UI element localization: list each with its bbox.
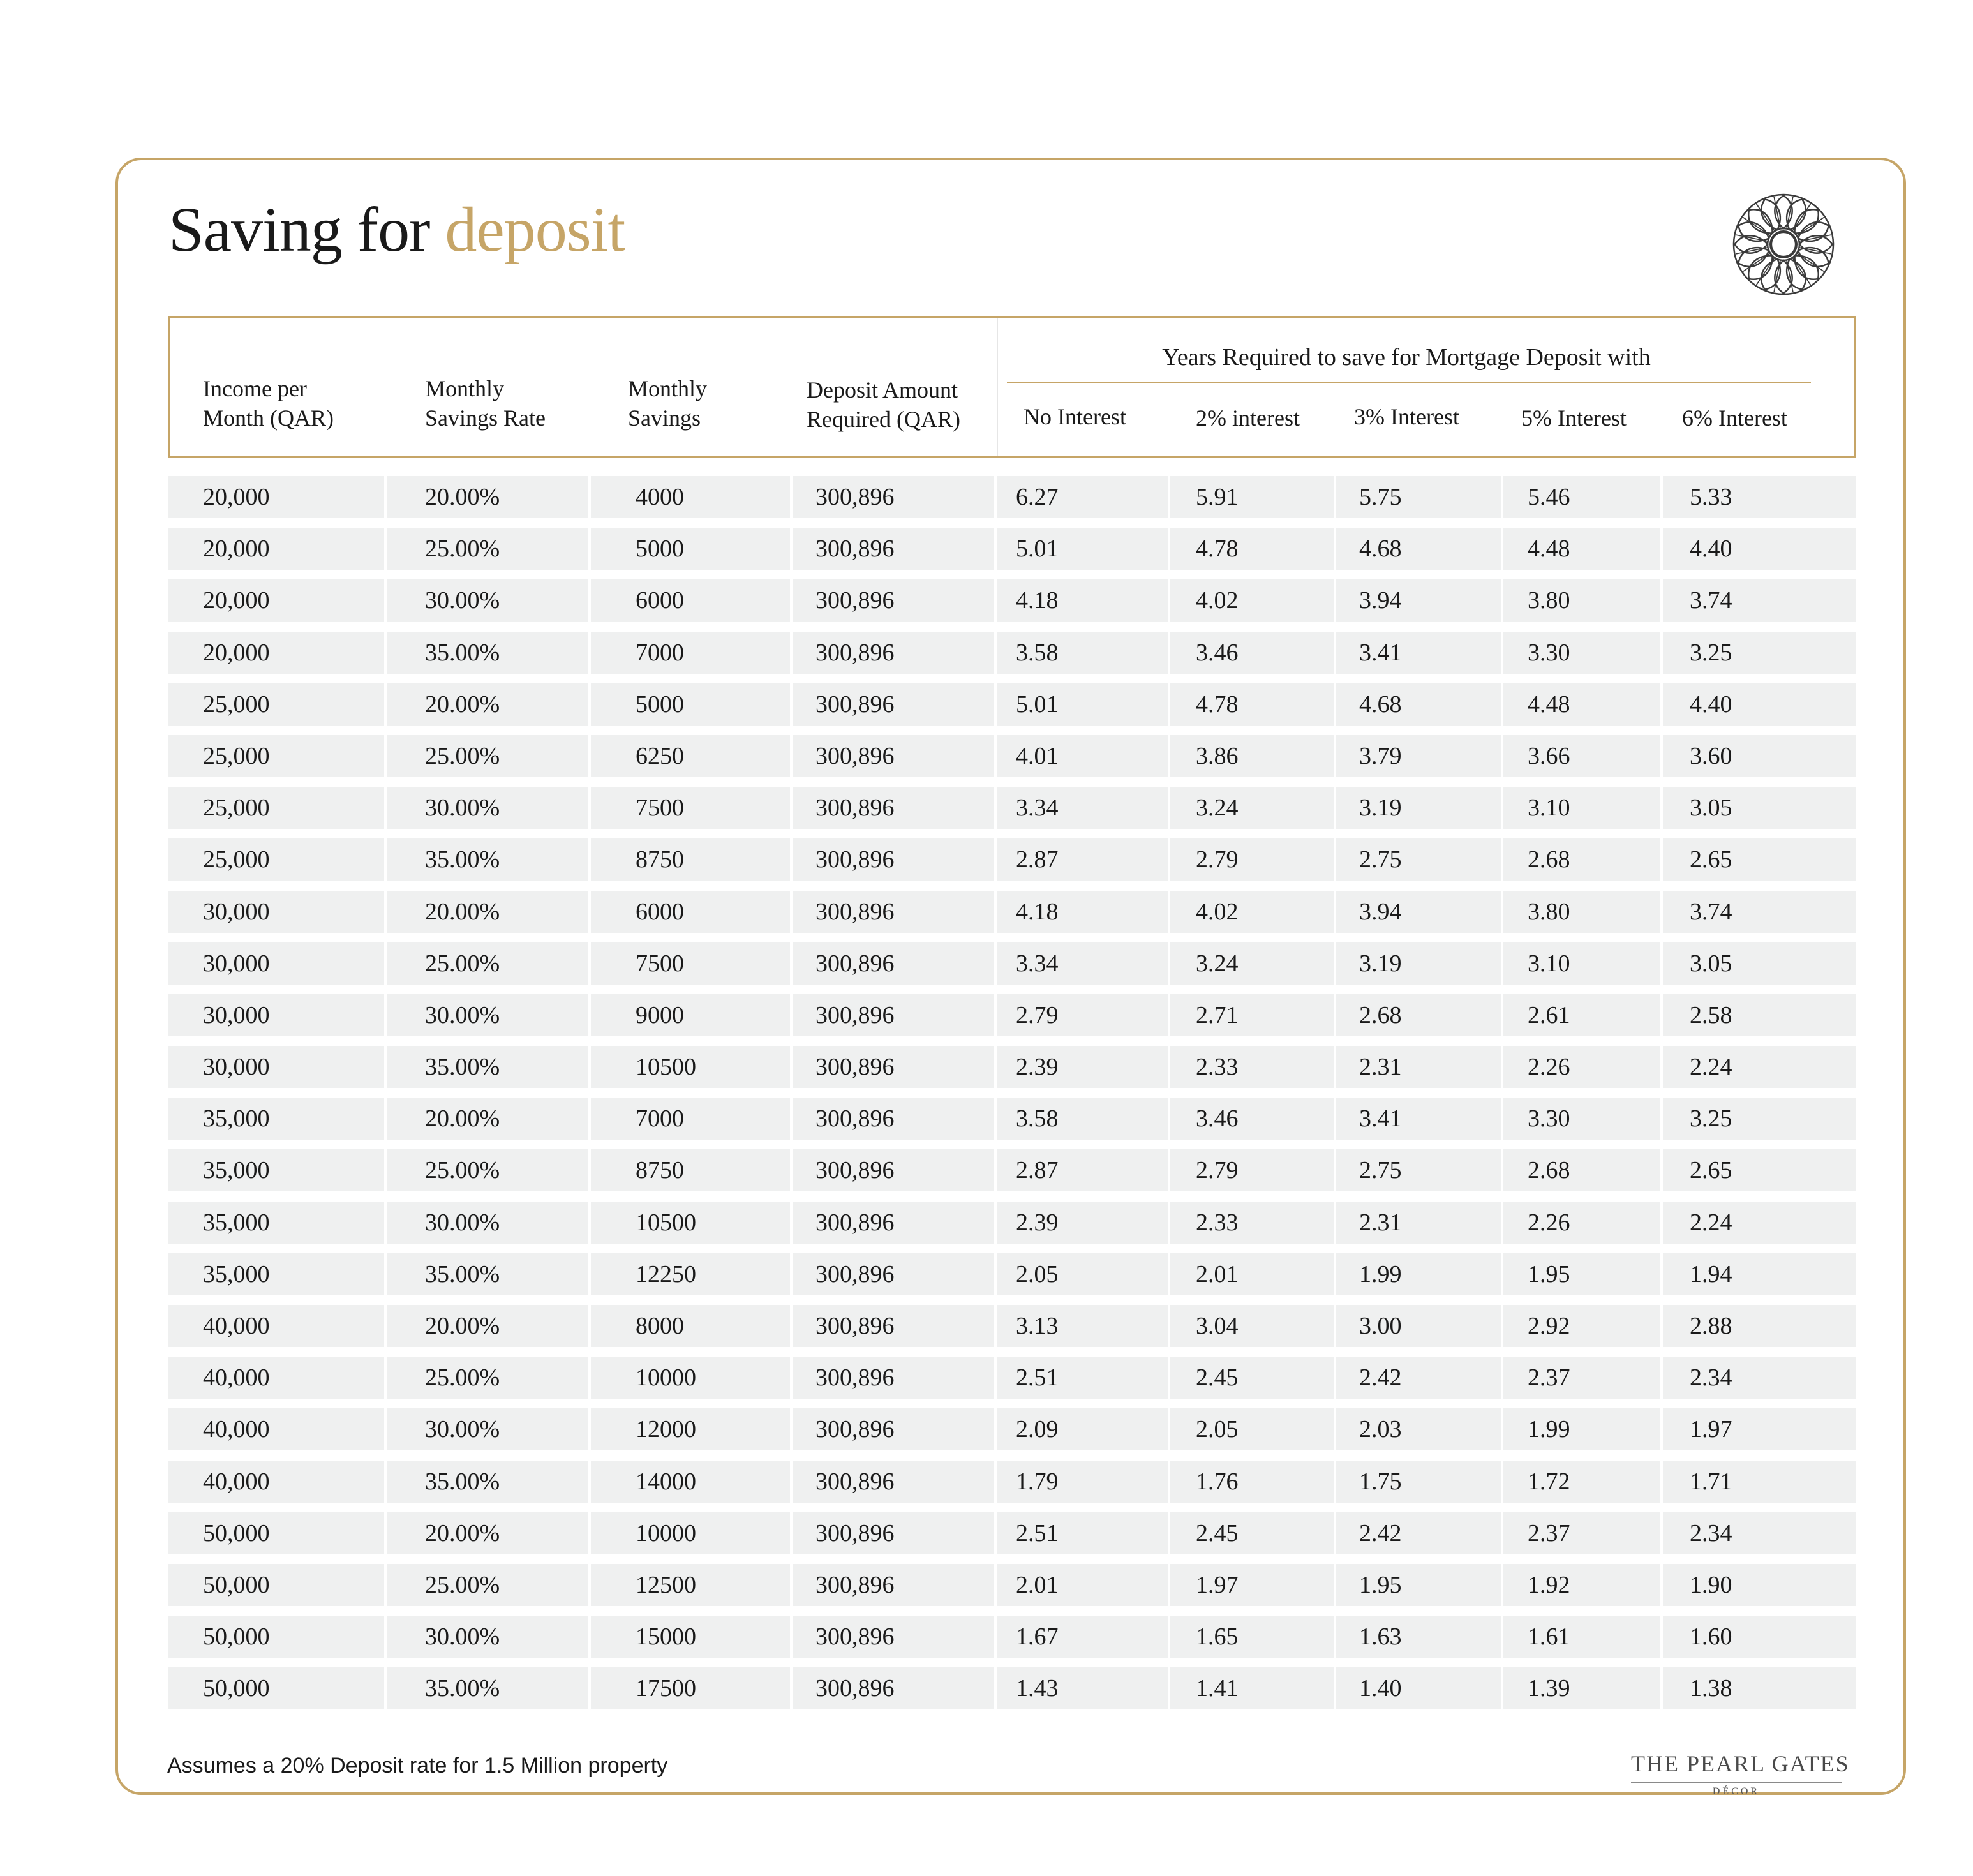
cell-deposit-amount: 300,896 xyxy=(793,787,994,829)
cell-no-interest: 1.79 xyxy=(997,1461,1168,1503)
table-row xyxy=(168,579,1856,622)
table-row xyxy=(168,1564,1856,1606)
cell-no-interest: 2.51 xyxy=(997,1512,1168,1554)
cell-5pct-interest: 2.26 xyxy=(1503,1046,1660,1088)
cell-income: 30,000 xyxy=(168,942,384,985)
table-row xyxy=(168,1408,1856,1450)
cell-no-interest: 3.58 xyxy=(997,1098,1168,1140)
brand-logo xyxy=(1631,1750,1850,1798)
cell-monthly-savings: 10000 xyxy=(591,1357,790,1399)
cell-6pct-interest: 2.24 xyxy=(1663,1202,1856,1244)
cell-savings-rate: 30.00% xyxy=(387,994,588,1036)
table-row xyxy=(168,528,1856,570)
cell-no-interest: 3.13 xyxy=(997,1305,1168,1347)
cell-5pct-interest: 1.39 xyxy=(1503,1667,1660,1709)
cell-no-interest: 4.18 xyxy=(997,579,1168,622)
cell-deposit-amount: 300,896 xyxy=(793,942,994,985)
cell-income: 20,000 xyxy=(168,528,384,570)
cell-6pct-interest: 1.97 xyxy=(1663,1408,1856,1450)
cell-6pct-interest: 2.58 xyxy=(1663,994,1856,1036)
cell-no-interest: 4.18 xyxy=(997,891,1168,933)
cell-monthly-savings: 7000 xyxy=(591,1098,790,1140)
cell-savings-rate: 30.00% xyxy=(387,787,588,829)
cell-savings-rate: 20.00% xyxy=(387,1305,588,1347)
cell-income: 20,000 xyxy=(168,579,384,622)
cell-5pct-interest: 1.99 xyxy=(1503,1408,1660,1450)
cell-5pct-interest: 1.72 xyxy=(1503,1461,1660,1503)
header-deposit-amount: Deposit Amount Required (QAR) xyxy=(807,377,960,432)
cell-2pct-interest: 3.46 xyxy=(1170,1098,1334,1140)
cell-savings-rate: 25.00% xyxy=(387,1564,588,1606)
table-row xyxy=(168,1512,1856,1554)
cell-5pct-interest: 3.30 xyxy=(1503,632,1660,674)
cell-savings-rate: 25.00% xyxy=(387,735,588,777)
cell-3pct-interest: 2.75 xyxy=(1336,838,1501,881)
cell-no-interest: 5.01 xyxy=(997,683,1168,726)
cell-2pct-interest: 2.01 xyxy=(1170,1253,1334,1295)
cell-deposit-amount: 300,896 xyxy=(793,528,994,570)
cell-5pct-interest: 3.80 xyxy=(1503,891,1660,933)
cell-3pct-interest: 5.75 xyxy=(1336,476,1501,518)
table-header xyxy=(168,316,1856,458)
cell-monthly-savings: 10000 xyxy=(591,1512,790,1554)
cell-monthly-savings: 12250 xyxy=(591,1253,790,1295)
table-row xyxy=(168,1461,1856,1503)
title-accent: deposit xyxy=(445,194,625,265)
header-income: Income per Month (QAR) xyxy=(203,376,334,431)
cell-3pct-interest: 2.31 xyxy=(1336,1202,1501,1244)
cell-no-interest: 3.34 xyxy=(997,787,1168,829)
cell-savings-rate: 30.00% xyxy=(387,1408,588,1450)
table-body xyxy=(168,476,1856,1720)
cell-2pct-interest: 3.86 xyxy=(1170,735,1334,777)
cell-3pct-interest: 3.00 xyxy=(1336,1305,1501,1347)
cell-monthly-savings: 5000 xyxy=(591,528,790,570)
cell-monthly-savings: 12500 xyxy=(591,1564,790,1606)
cell-income: 50,000 xyxy=(168,1564,384,1606)
cell-6pct-interest: 4.40 xyxy=(1663,683,1856,726)
cell-no-interest: 1.67 xyxy=(997,1616,1168,1658)
cell-monthly-savings: 15000 xyxy=(591,1616,790,1658)
table-row xyxy=(168,1046,1856,1088)
cell-no-interest: 2.87 xyxy=(997,1149,1168,1191)
cell-deposit-amount: 300,896 xyxy=(793,1305,994,1347)
cell-3pct-interest: 3.19 xyxy=(1336,942,1501,985)
cell-deposit-amount: 300,896 xyxy=(793,632,994,674)
cell-2pct-interest: 1.65 xyxy=(1170,1616,1334,1658)
cell-5pct-interest: 2.37 xyxy=(1503,1512,1660,1554)
header-monthly-savings: Monthly Savings xyxy=(628,376,708,431)
cell-deposit-amount: 300,896 xyxy=(793,1616,994,1658)
cell-5pct-interest: 2.68 xyxy=(1503,838,1660,881)
title-main: Saving for xyxy=(168,194,445,265)
cell-savings-rate: 20.00% xyxy=(387,1512,588,1554)
cell-no-interest: 4.01 xyxy=(997,735,1168,777)
cell-monthly-savings: 5000 xyxy=(591,683,790,726)
cell-6pct-interest: 1.60 xyxy=(1663,1616,1856,1658)
header-6pct-interest: 6% Interest xyxy=(1682,405,1787,431)
cell-2pct-interest: 2.79 xyxy=(1170,838,1334,881)
cell-monthly-savings: 7500 xyxy=(591,942,790,985)
cell-monthly-savings: 12000 xyxy=(591,1408,790,1450)
cell-income: 20,000 xyxy=(168,632,384,674)
header-3pct-interest: 3% Interest xyxy=(1354,404,1459,429)
cell-6pct-interest: 3.05 xyxy=(1663,942,1856,985)
cell-6pct-interest: 3.05 xyxy=(1663,787,1856,829)
header-divider xyxy=(997,318,998,456)
cell-income: 35,000 xyxy=(168,1149,384,1191)
cell-monthly-savings: 6250 xyxy=(591,735,790,777)
cell-income: 30,000 xyxy=(168,1046,384,1088)
cell-3pct-interest: 1.75 xyxy=(1336,1461,1501,1503)
cell-5pct-interest: 3.66 xyxy=(1503,735,1660,777)
cell-no-interest: 2.05 xyxy=(997,1253,1168,1295)
cell-3pct-interest: 2.68 xyxy=(1336,994,1501,1036)
cell-3pct-interest: 2.75 xyxy=(1336,1149,1501,1191)
cell-savings-rate: 25.00% xyxy=(387,1149,588,1191)
cell-3pct-interest: 2.42 xyxy=(1336,1512,1501,1554)
cell-income: 50,000 xyxy=(168,1667,384,1709)
cell-5pct-interest: 2.26 xyxy=(1503,1202,1660,1244)
cell-savings-rate: 30.00% xyxy=(387,1616,588,1658)
cell-monthly-savings: 8000 xyxy=(591,1305,790,1347)
cell-deposit-amount: 300,896 xyxy=(793,1512,994,1554)
cell-5pct-interest: 3.10 xyxy=(1503,787,1660,829)
cell-5pct-interest: 1.61 xyxy=(1503,1616,1660,1658)
header-no-interest: No Interest xyxy=(1024,404,1126,429)
cell-2pct-interest: 4.78 xyxy=(1170,683,1334,726)
cell-deposit-amount: 300,896 xyxy=(793,1408,994,1450)
cell-no-interest: 2.39 xyxy=(997,1202,1168,1244)
cell-5pct-interest: 1.95 xyxy=(1503,1253,1660,1295)
cell-savings-rate: 20.00% xyxy=(387,476,588,518)
table-row xyxy=(168,632,1856,674)
table-row xyxy=(168,994,1856,1036)
cell-5pct-interest: 3.30 xyxy=(1503,1098,1660,1140)
cell-3pct-interest: 3.41 xyxy=(1336,632,1501,674)
cell-deposit-amount: 300,896 xyxy=(793,1149,994,1191)
cell-deposit-amount: 300,896 xyxy=(793,1253,994,1295)
cell-deposit-amount: 300,896 xyxy=(793,1357,994,1399)
cell-2pct-interest: 1.97 xyxy=(1170,1564,1334,1606)
header-savings-rate: Monthly Savings Rate xyxy=(425,376,546,431)
cell-deposit-amount: 300,896 xyxy=(793,1667,994,1709)
cell-6pct-interest: 2.24 xyxy=(1663,1046,1856,1088)
cell-deposit-amount: 300,896 xyxy=(793,579,994,622)
cell-savings-rate: 30.00% xyxy=(387,1202,588,1244)
table-row xyxy=(168,1616,1856,1658)
table-row xyxy=(168,1098,1856,1140)
cell-no-interest: 3.58 xyxy=(997,632,1168,674)
table-row xyxy=(168,1149,1856,1191)
cell-deposit-amount: 300,896 xyxy=(793,838,994,881)
cell-income: 25,000 xyxy=(168,787,384,829)
cell-2pct-interest: 2.45 xyxy=(1170,1512,1334,1554)
header-5pct-interest: 5% Interest xyxy=(1521,405,1627,431)
cell-income: 50,000 xyxy=(168,1512,384,1554)
cell-monthly-savings: 14000 xyxy=(591,1461,790,1503)
cell-deposit-amount: 300,896 xyxy=(793,1461,994,1503)
table-row xyxy=(168,1305,1856,1347)
cell-2pct-interest: 1.76 xyxy=(1170,1461,1334,1503)
cell-no-interest: 2.79 xyxy=(997,994,1168,1036)
cell-6pct-interest: 1.94 xyxy=(1663,1253,1856,1295)
cell-monthly-savings: 7500 xyxy=(591,787,790,829)
cell-6pct-interest: 1.38 xyxy=(1663,1667,1856,1709)
cell-3pct-interest: 3.41 xyxy=(1336,1098,1501,1140)
cell-6pct-interest: 1.71 xyxy=(1663,1461,1856,1503)
cell-2pct-interest: 4.78 xyxy=(1170,528,1334,570)
cell-3pct-interest: 3.94 xyxy=(1336,579,1501,622)
cell-deposit-amount: 300,896 xyxy=(793,476,994,518)
cell-3pct-interest: 2.31 xyxy=(1336,1046,1501,1088)
table-row xyxy=(168,942,1856,985)
cell-savings-rate: 25.00% xyxy=(387,942,588,985)
cell-income: 25,000 xyxy=(168,683,384,726)
cell-monthly-savings: 6000 xyxy=(591,891,790,933)
cell-5pct-interest: 2.61 xyxy=(1503,994,1660,1036)
cell-deposit-amount: 300,896 xyxy=(793,735,994,777)
table-row xyxy=(168,476,1856,518)
table-row xyxy=(168,787,1856,829)
cell-3pct-interest: 4.68 xyxy=(1336,683,1501,726)
cell-6pct-interest: 5.33 xyxy=(1663,476,1856,518)
cell-monthly-savings: 4000 xyxy=(591,476,790,518)
cell-2pct-interest: 3.24 xyxy=(1170,787,1334,829)
cell-no-interest: 2.01 xyxy=(997,1564,1168,1606)
cell-no-interest: 2.51 xyxy=(997,1357,1168,1399)
cell-monthly-savings: 9000 xyxy=(591,994,790,1036)
cell-2pct-interest: 3.04 xyxy=(1170,1305,1334,1347)
cell-6pct-interest: 3.25 xyxy=(1663,1098,1856,1140)
cell-savings-rate: 30.00% xyxy=(387,579,588,622)
cell-income: 40,000 xyxy=(168,1357,384,1399)
cell-no-interest: 2.09 xyxy=(997,1408,1168,1450)
cell-3pct-interest: 1.99 xyxy=(1336,1253,1501,1295)
cell-6pct-interest: 3.60 xyxy=(1663,735,1856,777)
cell-3pct-interest: 1.63 xyxy=(1336,1616,1501,1658)
cell-savings-rate: 35.00% xyxy=(387,632,588,674)
cell-income: 40,000 xyxy=(168,1408,384,1450)
cell-5pct-interest: 2.68 xyxy=(1503,1149,1660,1191)
cell-no-interest: 6.27 xyxy=(997,476,1168,518)
cell-3pct-interest: 1.95 xyxy=(1336,1564,1501,1606)
cell-2pct-interest: 4.02 xyxy=(1170,579,1334,622)
table-row xyxy=(168,735,1856,777)
cell-5pct-interest: 1.92 xyxy=(1503,1564,1660,1606)
cell-savings-rate: 20.00% xyxy=(387,683,588,726)
cell-5pct-interest: 3.10 xyxy=(1503,942,1660,985)
cell-income: 40,000 xyxy=(168,1461,384,1503)
cell-6pct-interest: 3.74 xyxy=(1663,891,1856,933)
cell-6pct-interest: 1.90 xyxy=(1663,1564,1856,1606)
cell-savings-rate: 20.00% xyxy=(387,891,588,933)
cell-2pct-interest: 2.05 xyxy=(1170,1408,1334,1450)
cell-3pct-interest: 2.03 xyxy=(1336,1408,1501,1450)
cell-savings-rate: 35.00% xyxy=(387,1046,588,1088)
cell-no-interest: 1.43 xyxy=(997,1667,1168,1709)
cell-3pct-interest: 4.68 xyxy=(1336,528,1501,570)
table-row xyxy=(168,891,1856,933)
cell-6pct-interest: 2.88 xyxy=(1663,1305,1856,1347)
table-row xyxy=(168,1253,1856,1295)
cell-deposit-amount: 300,896 xyxy=(793,994,994,1036)
cell-3pct-interest: 3.19 xyxy=(1336,787,1501,829)
header-group-rule xyxy=(1007,382,1811,383)
cell-2pct-interest: 2.79 xyxy=(1170,1149,1334,1191)
cell-income: 25,000 xyxy=(168,735,384,777)
table-row xyxy=(168,1357,1856,1399)
cell-deposit-amount: 300,896 xyxy=(793,891,994,933)
table-row xyxy=(168,838,1856,881)
cell-monthly-savings: 10500 xyxy=(591,1046,790,1088)
cell-no-interest: 2.39 xyxy=(997,1046,1168,1088)
header-2pct-interest: 2% interest xyxy=(1196,405,1300,431)
rosette-icon xyxy=(1731,191,1836,297)
brand-name: THE PEARL GATES xyxy=(1631,1751,1850,1776)
cell-savings-rate: 20.00% xyxy=(387,1098,588,1140)
cell-savings-rate: 35.00% xyxy=(387,1667,588,1709)
cell-6pct-interest: 4.40 xyxy=(1663,528,1856,570)
cell-income: 40,000 xyxy=(168,1305,384,1347)
cell-monthly-savings: 10500 xyxy=(591,1202,790,1244)
cell-savings-rate: 25.00% xyxy=(387,528,588,570)
cell-2pct-interest: 1.41 xyxy=(1170,1667,1334,1709)
cell-3pct-interest: 2.42 xyxy=(1336,1357,1501,1399)
cell-no-interest: 3.34 xyxy=(997,942,1168,985)
table-row xyxy=(168,1667,1856,1709)
cell-savings-rate: 35.00% xyxy=(387,838,588,881)
cell-deposit-amount: 300,896 xyxy=(793,1564,994,1606)
cell-income: 35,000 xyxy=(168,1098,384,1140)
cell-5pct-interest: 4.48 xyxy=(1503,683,1660,726)
cell-2pct-interest: 2.71 xyxy=(1170,994,1334,1036)
cell-deposit-amount: 300,896 xyxy=(793,1046,994,1088)
cell-6pct-interest: 2.34 xyxy=(1663,1357,1856,1399)
cell-savings-rate: 35.00% xyxy=(387,1461,588,1503)
cell-income: 50,000 xyxy=(168,1616,384,1658)
cell-savings-rate: 35.00% xyxy=(387,1253,588,1295)
cell-5pct-interest: 2.92 xyxy=(1503,1305,1660,1347)
cell-monthly-savings: 6000 xyxy=(591,579,790,622)
brand-rule xyxy=(1631,1782,1842,1783)
cell-no-interest: 2.87 xyxy=(997,838,1168,881)
cell-3pct-interest: 3.79 xyxy=(1336,735,1501,777)
cell-income: 25,000 xyxy=(168,838,384,881)
cell-2pct-interest: 3.46 xyxy=(1170,632,1334,674)
table-row xyxy=(168,1202,1856,1244)
cell-5pct-interest: 4.48 xyxy=(1503,528,1660,570)
cell-income: 30,000 xyxy=(168,891,384,933)
cell-deposit-amount: 300,896 xyxy=(793,1098,994,1140)
cell-6pct-interest: 2.65 xyxy=(1663,838,1856,881)
brand-sub: DÉCOR xyxy=(1712,1786,1761,1797)
cell-2pct-interest: 5.91 xyxy=(1170,476,1334,518)
cell-deposit-amount: 300,896 xyxy=(793,683,994,726)
cell-2pct-interest: 2.33 xyxy=(1170,1046,1334,1088)
cell-2pct-interest: 2.33 xyxy=(1170,1202,1334,1244)
cell-2pct-interest: 2.45 xyxy=(1170,1357,1334,1399)
cell-6pct-interest: 3.25 xyxy=(1663,632,1856,674)
page-title xyxy=(168,191,625,268)
cell-income: 20,000 xyxy=(168,476,384,518)
cell-6pct-interest: 3.74 xyxy=(1663,579,1856,622)
cell-savings-rate: 25.00% xyxy=(387,1357,588,1399)
cell-2pct-interest: 3.24 xyxy=(1170,942,1334,985)
cell-no-interest: 5.01 xyxy=(997,528,1168,570)
cell-income: 35,000 xyxy=(168,1202,384,1244)
cell-3pct-interest: 3.94 xyxy=(1336,891,1501,933)
cell-6pct-interest: 2.34 xyxy=(1663,1512,1856,1554)
cell-5pct-interest: 2.37 xyxy=(1503,1357,1660,1399)
cell-monthly-savings: 8750 xyxy=(591,1149,790,1191)
cell-5pct-interest: 3.80 xyxy=(1503,579,1660,622)
cell-3pct-interest: 1.40 xyxy=(1336,1667,1501,1709)
footnote: Assumes a 20% Deposit rate for 1.5 Million property xyxy=(167,1753,668,1778)
cell-monthly-savings: 17500 xyxy=(591,1667,790,1709)
cell-deposit-amount: 300,896 xyxy=(793,1202,994,1244)
cell-5pct-interest: 5.46 xyxy=(1503,476,1660,518)
cell-monthly-savings: 8750 xyxy=(591,838,790,881)
cell-6pct-interest: 2.65 xyxy=(1663,1149,1856,1191)
table-row xyxy=(168,683,1856,726)
header-years-group: Years Required to save for Mortgage Deposit with xyxy=(1162,344,1651,371)
cell-income: 30,000 xyxy=(168,994,384,1036)
cell-income: 35,000 xyxy=(168,1253,384,1295)
cell-monthly-savings: 7000 xyxy=(591,632,790,674)
cell-2pct-interest: 4.02 xyxy=(1170,891,1334,933)
